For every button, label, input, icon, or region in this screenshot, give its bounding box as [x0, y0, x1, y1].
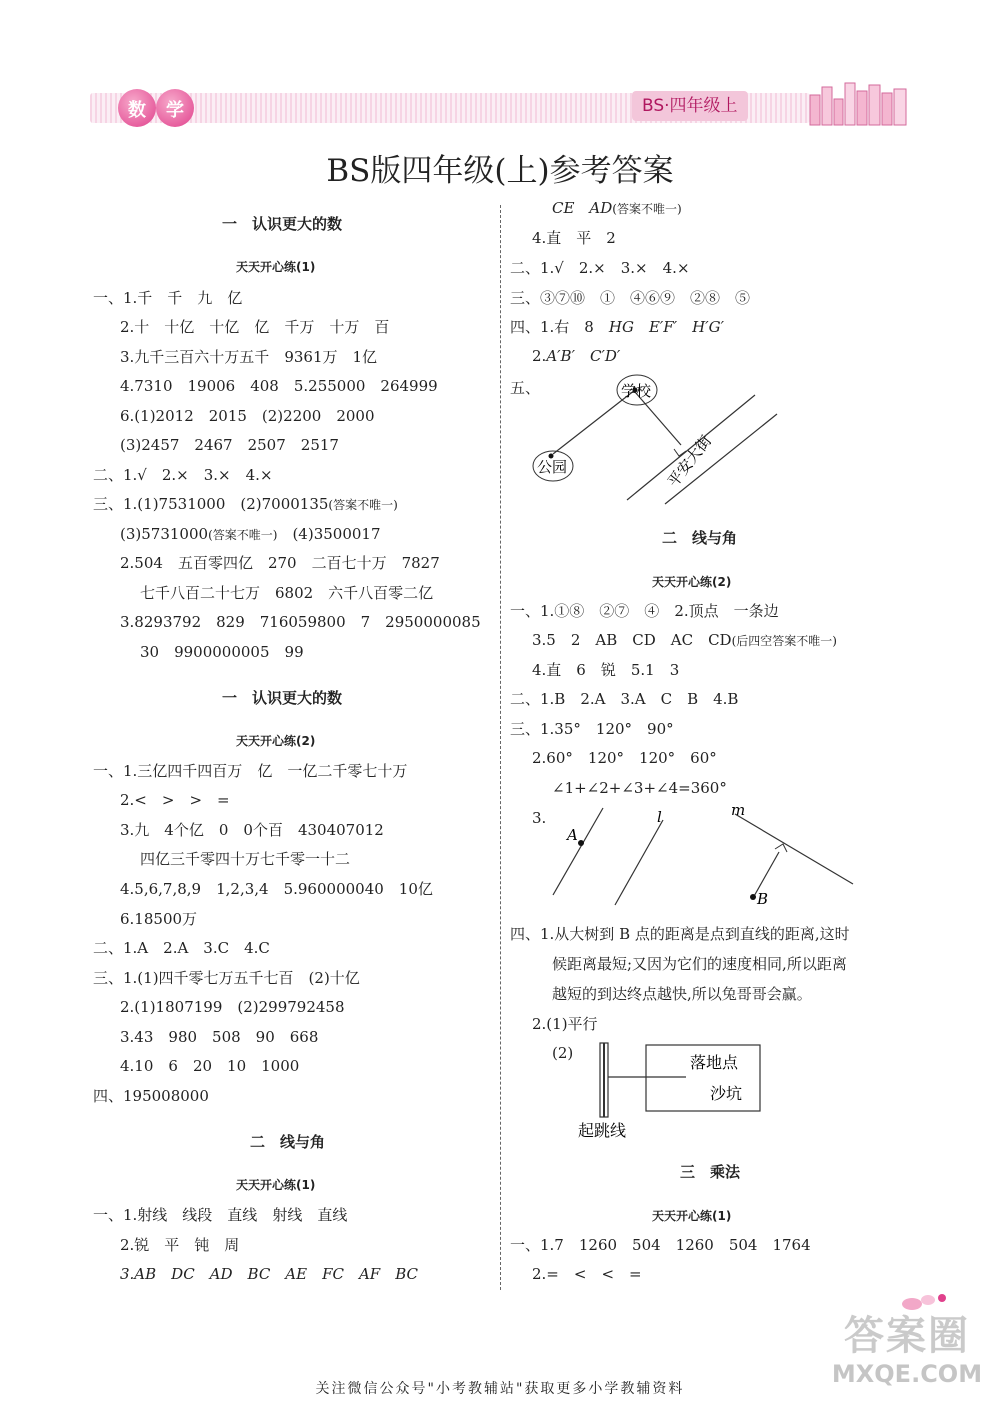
section-heading: 一 认识更大的数: [222, 689, 343, 707]
practice-heading: 天天开心练(1): [652, 1209, 732, 1223]
answer-line: 30 9900000005 99: [140, 643, 304, 661]
page-title: BS版四年级(上)参考答案: [326, 153, 674, 189]
answer-line: 2.(1)1807199 (2)299792458: [120, 998, 345, 1016]
answer-text: (3)5731000: [120, 525, 209, 543]
answer-note: (后四空答案不唯一): [731, 634, 837, 648]
line-a: [553, 808, 603, 895]
answer-text: 3.5 2 AB CD AC CD: [532, 631, 732, 649]
answer-note: (答案不唯一): [612, 202, 682, 216]
answer-line: 4.7310 19006 408 5.255000 264999: [120, 377, 438, 395]
answer-line: 3.九千三百六十万五千 9361万 1亿: [120, 348, 378, 366]
answer-line: 三、③⑦⑩ ① ④⑥⑨ ②⑧ ⑤: [510, 289, 751, 307]
answer-line: 一、1.7 1260 504 1260 504 1764: [510, 1236, 811, 1254]
answer-line: [552, 198, 682, 219]
section-heading: 二 线与角: [250, 1133, 326, 1151]
logo-circle: [118, 89, 156, 127]
answer-line: 二、1.B 2.A 3.A C B 4.B: [510, 690, 739, 708]
answer-line: (2): [552, 1044, 574, 1062]
watermark-top: 答案圈: [844, 1313, 970, 1359]
answer-text: (4)3500017: [292, 525, 381, 543]
answer-line: 三、1.(1)四千零七万五千七百 (2)十亿: [93, 969, 360, 987]
answer-line: 6.(1)2012 2015 (2)2200 2000: [120, 407, 375, 425]
section-heading: 二 线与角: [662, 529, 738, 547]
answer-line: [532, 346, 620, 366]
answer-line: 2.504 五百零四亿 270 二百七十万 7827: [120, 554, 440, 572]
answer-line: 一、1.三亿四千四百万 亿 一亿二千零七十万: [93, 762, 408, 780]
label-b: B: [757, 890, 769, 908]
answer-line: 一、1.千 千 九 亿: [93, 289, 243, 307]
section-heading: 三 乘法: [680, 1163, 741, 1181]
answer-line: 四、195008000: [93, 1087, 209, 1105]
practice-heading: 天天开心练(2): [652, 575, 732, 589]
answer-line: 4.直 6 锐 5.1 3: [532, 661, 680, 679]
landing-label: 落地点: [690, 1053, 739, 1072]
answer-text: 三、1.(1)7531000 (2)7000135: [93, 495, 329, 513]
answer-line: [510, 317, 724, 337]
answer-line: (3)2457 2467 2507 2517: [120, 436, 339, 454]
answer-text: 2.: [532, 347, 547, 365]
answer-line: 2.十 十亿 十亿 亿 千万 十万 百: [120, 318, 390, 336]
practice-heading: 天天开心练(1): [236, 260, 316, 274]
answer-line: 3.九 4个亿 0 0个百 430407012: [120, 821, 384, 839]
answer-line: 3.43 980 508 90 668: [120, 1028, 319, 1046]
answer-line: 6.18500万: [120, 910, 198, 928]
label-l: l: [657, 808, 662, 826]
logo-char-2: 学: [166, 100, 184, 121]
point-a: [578, 840, 584, 846]
label-a: A: [567, 826, 578, 844]
answer-text: CE AD: [552, 199, 613, 217]
answer-line: 四亿三千零四十万七千零一十二: [140, 850, 351, 868]
answer-line: 一、1.①⑧ ②⑦ ④ 2.顶点 一条边: [510, 602, 779, 620]
practice-heading: 天天开心练(1): [236, 1178, 316, 1192]
answer-line: 候距离最短;又因为它们的速度相同,所以距离: [552, 955, 847, 973]
line-m: [735, 814, 853, 884]
answer-line: 2.(1)平行: [532, 1015, 598, 1033]
practice-heading: 天天开心练(2): [236, 734, 316, 748]
answer-line: 七千八百二十七万 6802 六千八百零二亿: [140, 584, 434, 602]
answer-line: 3.: [532, 809, 547, 827]
answer-line: 2.锐 平 钝 周: [120, 1236, 240, 1254]
answer-line: 4.5,6,7,8,9 1,2,3,4 5.960000040 10亿: [120, 880, 433, 898]
map-figure: [525, 370, 785, 510]
answer-line: 3.AB DC AD BC AE FC AF BC: [120, 1265, 418, 1283]
point-b: [750, 894, 756, 900]
answer-text: HG E′F′ H′G′: [608, 318, 724, 336]
answer-note: (答案不唯一): [328, 498, 398, 512]
answer-line: 三、1.35° 120° 90°: [510, 720, 674, 738]
school-label: 学校: [621, 382, 652, 400]
logo-char-1: 数: [128, 100, 146, 121]
lines-figure: [545, 800, 865, 910]
right-angle-mark: [775, 844, 787, 852]
answer-line: 二、1.√ 2.× 3.× 4.×: [510, 259, 690, 277]
logo-circle: [156, 89, 194, 127]
long-jump-figure: [570, 1035, 770, 1145]
pit-label: 沙坑: [710, 1084, 743, 1103]
answer-line: [120, 524, 381, 545]
answer-text: 四、1.右 8: [510, 318, 594, 336]
answer-line: 二、1.A 2.A 3.C 4.C: [93, 939, 270, 957]
section-heading: 一 认识更大的数: [222, 215, 343, 233]
header-banner: [90, 85, 910, 133]
answer-line: 越短的到达终点越快,所以兔哥哥会赢。: [552, 985, 812, 1003]
grade-tag: BS·四年级上: [632, 91, 748, 121]
street-label: 平安大街: [663, 432, 716, 491]
takeoff-label: 起跳线: [578, 1121, 627, 1140]
answer-line: 3.8293792 829 716059800 7 2950000085: [120, 613, 481, 631]
answer-line: 2.= < < =: [532, 1265, 642, 1283]
subject-logo: [118, 87, 196, 129]
answer-line: 4.10 6 20 10 1000: [120, 1057, 300, 1075]
label-m: m: [731, 801, 746, 819]
answer-note: (答案不唯一): [208, 528, 278, 542]
answer-line: 2.< > > =: [120, 791, 230, 809]
books-decoration-icon: [806, 79, 916, 129]
answer-text: A′B′ C′D′: [546, 347, 621, 365]
column-divider: [500, 205, 502, 1290]
answer-line: 二、1.√ 2.× 3.× 4.×: [93, 466, 273, 484]
answer-line: [93, 494, 398, 515]
line-l: [615, 820, 663, 905]
answer-line: ∠1+∠2+∠3+∠4=360°: [552, 779, 727, 797]
watermark-bottom: MXQE.COM: [831, 1360, 983, 1388]
answer-line: 四、1.从大树到 B 点的距离是点到直线的距离,这时: [510, 925, 850, 943]
answer-line: 一、1.射线 线段 直线 射线 直线: [93, 1206, 348, 1224]
answer-line: [532, 630, 837, 651]
park-label: 公园: [537, 458, 568, 476]
answer-line: 4.直 平 2: [532, 229, 616, 247]
answer-line: 五、: [510, 379, 541, 397]
footer-note: 关注微信公众号"小考教辅站"获取更多小学教辅资料: [315, 1381, 685, 1397]
answer-line: 2.60° 120° 120° 60°: [532, 749, 717, 767]
